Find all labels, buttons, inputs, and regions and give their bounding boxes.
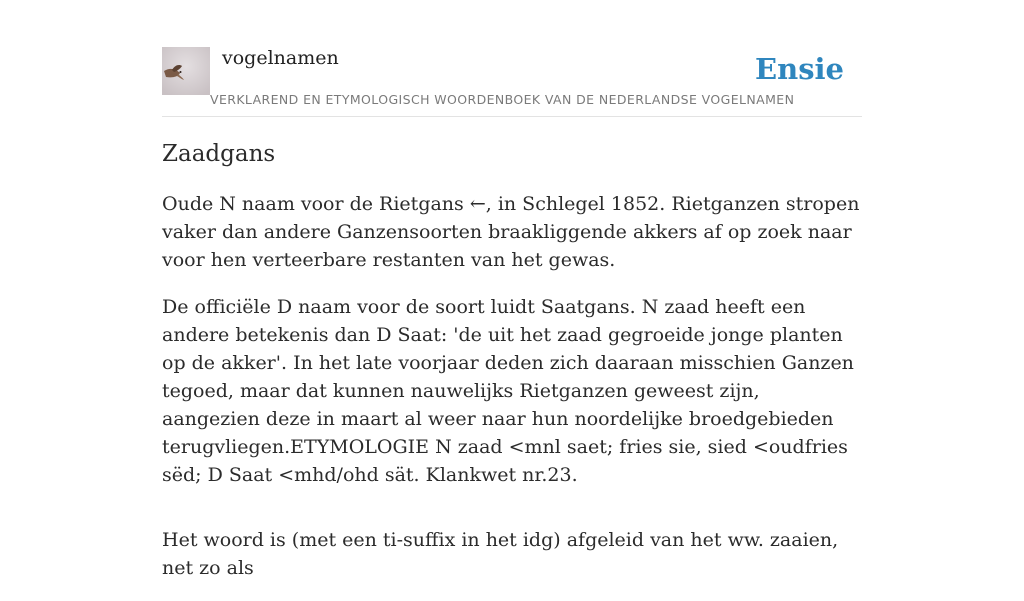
ensie-logo-link[interactable]: Ensie	[755, 52, 844, 86]
bird-avatar-icon[interactable]	[162, 47, 210, 95]
paragraph-spacer	[162, 508, 862, 526]
entry-title: Zaadgans	[162, 141, 276, 167]
site-tagline: VERKLAREND EN ETYMOLOGISCH WOORDENBOEK VAN DE NEDERLANDSE VOGELNAMEN	[210, 92, 795, 107]
entry-paragraph: Oude N naam voor de Rietgans ←, in Schlegel 1852. Rietganzen stropen vaker dan andere Ganzensoorten braakliggende akkers af op zoek naar voor hen verteerbare restanten van het gewas.	[162, 193, 860, 271]
site-header	[162, 0, 862, 117]
entry-paragraph: De officiële D naam voor de soort luidt Saatgans. N zaad heeft een andere betekenis dan D Saat: 'de uit het zaad gegroeide jonge planten op de akker'. In het late voorjaar deden zich daaraan misschien Ganzen tegoed, maar dat kunnen nauwelijks Rietganzen geweest zijn, aangezien deze in maart al weer naar hun noordelijke broedgebieden terugvliegen.ETYMOLOGIE N zaad <mnl saet; fries sie, sied <oudfries sëd; D Saat <mhd/ohd sät. Klankwet nr.23.	[162, 296, 854, 486]
entry-paragraph: Het woord is (met een ti-suffix in het idg) afgeleid van het ww. zaaien, net zo als	[162, 529, 839, 579]
bird-photo-icon	[162, 47, 210, 95]
entry-content	[162, 138, 862, 601]
site-name-link[interactable]: vogelnamen	[222, 47, 339, 69]
